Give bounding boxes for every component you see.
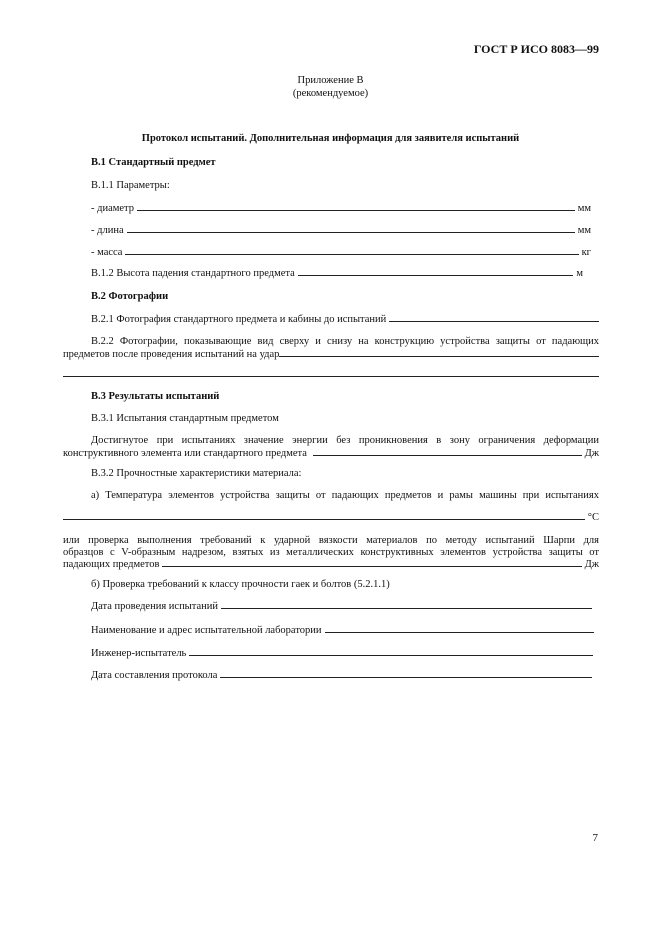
- param-unit: кг: [581, 247, 591, 258]
- fill-line: [313, 455, 582, 456]
- fill-line: [63, 519, 585, 520]
- page-number: 7: [592, 832, 598, 844]
- field-label: Дата проведения испытаний: [91, 601, 218, 612]
- field-report-date: [91, 670, 592, 681]
- fill-line: [279, 356, 599, 357]
- energy-row: [63, 448, 599, 459]
- param-unit: мм: [577, 203, 591, 214]
- appendix-status: (рекомендуемое): [292, 88, 369, 99]
- energy-text-line1: Достигнутое при испытаниях значение энергии без проникновения в зону ограничения деформации: [91, 435, 599, 446]
- fill-line: [221, 608, 592, 609]
- temperature-text: а) Температура элементов устройства защиты от падающих предметов и рамы машины при испытаниях: [91, 490, 599, 501]
- param-row-mass: [91, 247, 591, 258]
- clause-b21-label: В.2.1 Фотография стандартного предмета и кабины до испытаний: [91, 314, 387, 325]
- param-label: - масса: [91, 247, 123, 258]
- param-unit: мм: [577, 225, 591, 236]
- clause-b32: В.3.2 Прочностные характеристики материала:: [91, 468, 302, 479]
- field-test-date: [91, 601, 592, 612]
- energy-text-line2: конструктивного элемента или стандартного предмета: [63, 448, 307, 459]
- clause-b22-line2-row: [63, 349, 599, 360]
- temperature-unit: °С: [587, 512, 599, 523]
- param-label: - длина: [91, 225, 124, 236]
- section-b1-heading: В.1 Стандартный предмет: [91, 157, 216, 168]
- page-title: Протокол испытаний. Дополнительная информация для заявителя испытаний: [141, 133, 520, 144]
- section-b2-heading: В.2 Фотографии: [91, 291, 169, 302]
- fill-line: [325, 632, 594, 633]
- charpy-text-line3: падающих предметов: [63, 559, 160, 570]
- fill-line: [125, 254, 578, 255]
- fill-line: [162, 566, 581, 567]
- fill-line: [220, 677, 592, 678]
- section-b3-heading: В.3 Результаты испытаний: [91, 391, 220, 402]
- clause-b21-row: [91, 314, 599, 325]
- charpy-text-line1: или проверка выполнения требований к ударной вязкости материалов по методу испытаний Шарпи для: [63, 535, 599, 546]
- bolts-check-text: б) Проверка требований к классу прочности гаек и болтов (5.2.1.1): [91, 579, 390, 590]
- field-label: Инженер-испытатель: [91, 648, 187, 659]
- fill-line: [298, 275, 574, 276]
- clause-b31: В.3.1 Испытания стандартным предметом: [91, 413, 279, 424]
- fill-line: [189, 655, 593, 656]
- field-lab-name-address: [91, 625, 594, 636]
- param-label: - диаметр: [91, 203, 135, 214]
- charpy-unit: Дж: [584, 559, 599, 570]
- field-label: Дата составления протокола: [91, 670, 218, 681]
- param-row-length: [91, 225, 591, 236]
- charpy-text-line2: образцов с V-образным надрезом, взятых из металлических конструктивных элементов устройства защиты от: [63, 547, 599, 558]
- energy-unit: Дж: [584, 448, 599, 459]
- field-test-engineer: [91, 648, 593, 659]
- field-label: Наименование и адрес испытательной лаборатории: [91, 625, 322, 636]
- appendix-name: Приложение В: [297, 75, 364, 86]
- temperature-row: [63, 512, 599, 523]
- document-header: ГОСТ Р ИСО 8083—99: [473, 42, 599, 56]
- fill-line: [127, 232, 575, 233]
- clause-b22-line2: предметов после проведения испытаний на удар: [63, 349, 280, 360]
- clause-b12-label: В.1.2 Высота падения стандартного предмета: [91, 268, 295, 279]
- clause-b12-unit: м: [576, 268, 583, 279]
- fill-line: [389, 321, 599, 322]
- clause-b12-row: [91, 268, 583, 279]
- param-row-diameter: [91, 203, 591, 214]
- clause-b11: В.1.1 Параметры:: [91, 180, 170, 191]
- clause-b22-line1: В.2.2 Фотографии, показывающие вид сверху и снизу на конструкцию устройства защиты от падающих: [91, 336, 599, 347]
- blank-line: [63, 376, 599, 377]
- fill-line: [137, 210, 575, 211]
- charpy-row: [63, 559, 599, 570]
- appendix-caption: [0, 74, 661, 100]
